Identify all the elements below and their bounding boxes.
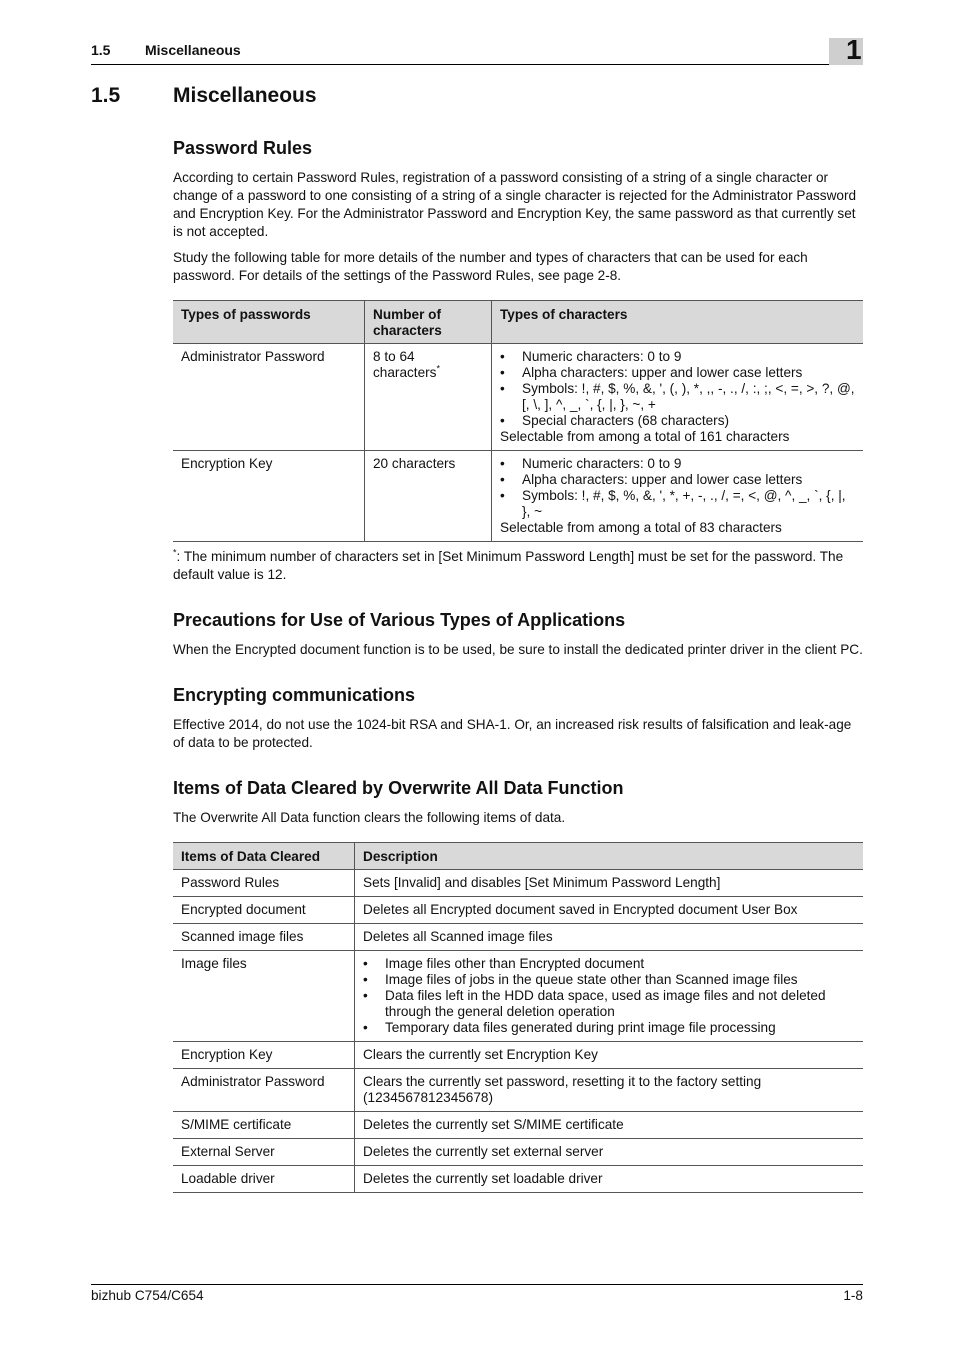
precautions-heading: Precautions for Use of Various Types of Applications <box>173 610 626 630</box>
col-header-types-of-passwords: Types of passwords <box>173 301 365 344</box>
overwrite-heading: Items of Data Cleared by Overwrite All Data Function <box>173 778 624 798</box>
description-cell: Clears the currently set Encryption Key <box>355 1042 864 1069</box>
cleared-data-table <box>173 842 863 1193</box>
table-row <box>173 1139 863 1166</box>
table-row <box>173 1042 863 1069</box>
character-count-cell <box>365 344 492 451</box>
character-types-cell <box>492 451 864 542</box>
description-cell: Deletes the currently set external server <box>355 1139 864 1166</box>
footer-page-number: 1-8 <box>843 1288 863 1303</box>
password-rules-para-1: According to certain Password Rules, registration of a password consisting of a string of a single character or change of a password to one consisting of a string of a single character is rejected for the Administrator Password and Encryption Key. For the Administrator Password and Encryption Key, the same password as that currently set is not accepted. <box>173 170 857 239</box>
description-cell: Deletes all Scanned image files <box>355 924 864 951</box>
description-cell: Sets [Invalid] and disables [Set Minimum Password Length] <box>355 870 864 897</box>
table-row <box>173 951 863 1042</box>
list-item: • Alpha characters: upper and lower case letters <box>522 365 855 381</box>
table-row <box>173 1112 863 1139</box>
footer-product: bizhub C754/C654 <box>91 1288 204 1303</box>
character-count: 8 to 64 characters <box>373 349 437 380</box>
item-cell: Administrator Password <box>173 1069 355 1112</box>
section-title: Miscellaneous <box>173 84 317 107</box>
password-rules-heading: Password Rules <box>173 138 313 158</box>
list-item: • Data files left in the HDD data space, used as image files and not deleted through the general deletion operation <box>385 988 855 1020</box>
encrypting-heading: Encrypting communications <box>173 685 416 705</box>
footnote-mark: * <box>436 363 440 374</box>
table-row <box>173 924 863 951</box>
list-item: • Special characters (68 characters) <box>522 413 855 429</box>
footer-rule <box>91 1284 863 1285</box>
precautions-para: When the Encrypted document function is to be used, be sure to install the dedicated printer driver in the client PC. <box>173 642 863 657</box>
selectable-note: Selectable from among a total of 161 characters <box>500 429 790 444</box>
list-item: • Temporary data files generated during print image file processing <box>385 1020 855 1036</box>
item-cell: Encryption Key <box>173 1042 355 1069</box>
list-item: • Image files other than Encrypted document <box>385 956 855 972</box>
item-cell: Scanned image files <box>173 924 355 951</box>
table-footnote <box>173 548 863 584</box>
bullet-list <box>500 456 855 520</box>
bullet-list <box>363 956 855 1036</box>
footnote-mark: * <box>173 547 177 558</box>
password-rules-para-2: Study the following table for more details of the number and types of characters that can be used for each password. For details of the settings of the Password Rules, see page 2-8. <box>173 250 808 283</box>
password-type-cell: Administrator Password <box>173 344 365 451</box>
table-header-row <box>173 301 863 344</box>
col-header-types-of-characters: Types of characters <box>492 301 864 344</box>
list-item: • Symbols: !, #, $, %, &, ', *, +, -, ., /, =, <, @, ^, _, `, {, |, }, ~ <box>522 488 855 520</box>
section-number: 1.5 <box>91 84 121 107</box>
description-cell: Deletes the currently set S/MIME certificate <box>355 1112 864 1139</box>
header-section-number: 1.5 <box>91 42 111 58</box>
table-row <box>173 1069 863 1112</box>
footnote-text: : The minimum number of characters set in [Set Minimum Password Length] must be set for the password. The default value is 12. <box>173 549 844 582</box>
password-types-table <box>173 300 863 542</box>
description-cell: Deletes the currently set loadable driver <box>355 1166 864 1193</box>
list-item: • Symbols: !, #, $, %, &, ', (, ), *, ,, -, ., /, :, ;, <, =, >, ?, @, [, \, ], ^, _, `, {, |, }, ~, + <box>522 381 855 413</box>
table-header-row <box>173 843 863 870</box>
col-header-description: Description <box>355 843 864 870</box>
table-row <box>173 344 863 451</box>
list-item: • Image files of jobs in the queue state other than Scanned image files <box>385 972 855 988</box>
description-cell: Clears the currently set password, resetting it to the factory setting (1234567812345678) <box>355 1069 864 1112</box>
col-header-number-of-characters: Number of characters <box>365 301 492 344</box>
col-header-items: Items of Data Cleared <box>173 843 355 870</box>
overwrite-para: The Overwrite All Data function clears the following items of data. <box>173 810 566 825</box>
table-row <box>173 870 863 897</box>
item-cell: External Server <box>173 1139 355 1166</box>
chapter-number: 1 <box>846 34 862 65</box>
description-cell: Deletes all Encrypted document saved in Encrypted document User Box <box>355 897 864 924</box>
description-cell <box>355 951 864 1042</box>
item-cell: Password Rules <box>173 870 355 897</box>
list-item: • Numeric characters: 0 to 9 <box>522 456 855 472</box>
item-cell: S/MIME certificate <box>173 1112 355 1139</box>
encrypting-para: Effective 2014, do not use the 1024-bit RSA and SHA-1. Or, an increased risk results of falsification and leak-age of data to be protected. <box>173 717 852 750</box>
main-content <box>173 136 863 1193</box>
list-item: • Alpha characters: upper and lower case letters <box>522 472 855 488</box>
selectable-note: Selectable from among a total of 83 characters <box>500 520 782 535</box>
item-cell: Encrypted document <box>173 897 355 924</box>
item-cell: Loadable driver <box>173 1166 355 1193</box>
table-row <box>173 1166 863 1193</box>
header-section-title: Miscellaneous <box>145 42 241 58</box>
password-type-cell: Encryption Key <box>173 451 365 542</box>
header-rule <box>91 64 863 65</box>
bullet-list <box>500 349 855 429</box>
character-types-cell <box>492 344 864 451</box>
table-row <box>173 897 863 924</box>
character-count-cell: 20 characters <box>365 451 492 542</box>
list-item: • Numeric characters: 0 to 9 <box>522 349 855 365</box>
table-row <box>173 451 863 542</box>
item-cell: Image files <box>173 951 355 1042</box>
